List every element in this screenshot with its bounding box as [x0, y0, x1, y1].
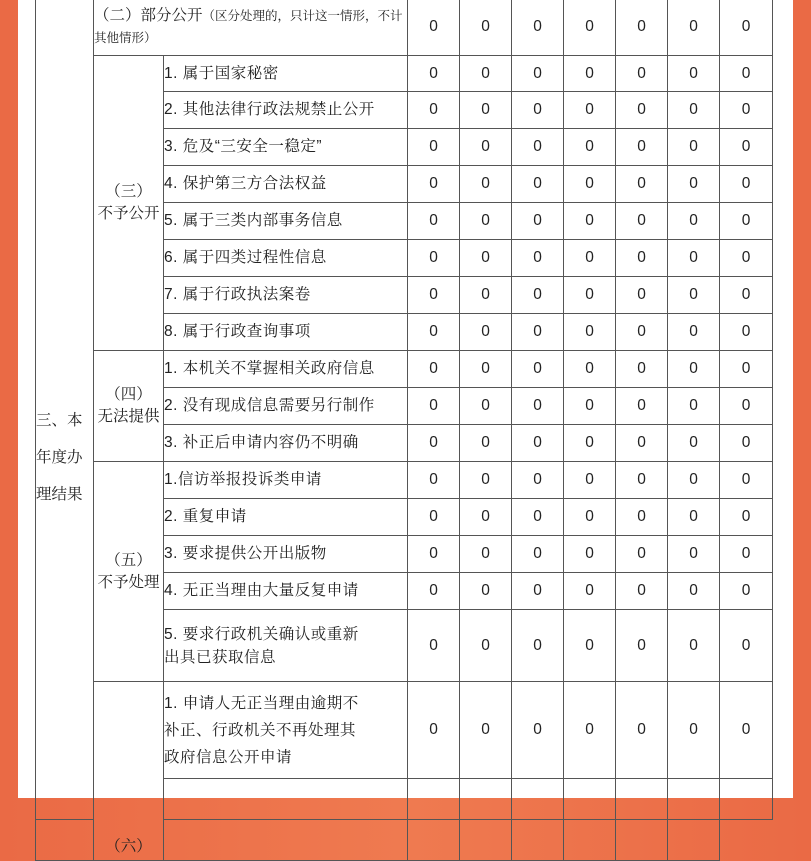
- item-label: 6. 属于四类过程性信息: [164, 249, 327, 266]
- value-cell: 0: [668, 682, 720, 779]
- value-cell: 0: [512, 499, 564, 536]
- value-cell: 0: [512, 610, 564, 682]
- item-label-cell: [164, 462, 408, 499]
- value-cell: 0: [460, 314, 512, 351]
- value-cell: 0: [460, 240, 512, 277]
- value-cell: 0: [408, 351, 460, 388]
- item-label-cell: [164, 682, 408, 779]
- value-cell: 0: [408, 92, 460, 129]
- value-cell: 0: [720, 56, 773, 92]
- value-cell: 0: [460, 129, 512, 166]
- value-cell: [668, 820, 720, 861]
- item-label: 2. 其他法律行政法规禁止公开: [164, 101, 375, 118]
- value-cell: 0: [512, 425, 564, 462]
- value-cell: 0: [512, 129, 564, 166]
- value-cell: 0: [408, 277, 460, 314]
- item-label-cell: [164, 536, 408, 573]
- category-label: （五）: [105, 551, 152, 569]
- value-cell: 0: [720, 277, 773, 314]
- main-category-line: 三、本: [36, 411, 83, 429]
- category-cell: [94, 462, 164, 682]
- item-label-cell: [164, 610, 408, 682]
- value-cell: 0: [720, 314, 773, 351]
- value-cell: 0: [668, 462, 720, 499]
- value-cell: 0: [616, 129, 668, 166]
- value-cell: 0: [408, 166, 460, 203]
- left-margin: [0, 0, 18, 798]
- item-label-cell: [164, 277, 408, 314]
- value-cell: 0: [564, 56, 616, 92]
- item-label-cell: [164, 166, 408, 203]
- value-cell: 0: [720, 203, 773, 240]
- item-label: 3. 补正后申请内容仍不明确: [164, 434, 359, 451]
- value-cell: 0: [564, 166, 616, 203]
- value-cell: [460, 820, 512, 861]
- value-cell: 0: [564, 203, 616, 240]
- value-cell: [460, 779, 512, 820]
- item-label-cell: [164, 425, 408, 462]
- value-cell: 0: [460, 351, 512, 388]
- item-label: 2. 没有现成信息需要另行制作: [164, 397, 375, 414]
- value-cell: 0: [668, 388, 720, 425]
- value-cell: 0: [564, 388, 616, 425]
- value-cell: 0: [616, 0, 668, 56]
- item-label-cell: [164, 240, 408, 277]
- value-cell: 0: [512, 56, 564, 92]
- item-label: 1. 申请人无正当理由逾期不: [164, 694, 359, 712]
- category-label: （三）: [105, 183, 152, 200]
- value-cell: 0: [668, 351, 720, 388]
- main-category-label: [36, 306, 93, 513]
- item-label: 出具已获取信息: [164, 648, 277, 666]
- value-cell: [564, 820, 616, 861]
- value-cell: 0: [720, 462, 773, 499]
- table-row: [36, 351, 773, 388]
- partial-open-label: （二）部分公开: [94, 7, 203, 24]
- value-cell: 0: [460, 166, 512, 203]
- partial-open-note: （区分处理的，只计这一情形，不计其他情形）: [94, 9, 403, 45]
- item-label: 政府信息公开申请: [164, 748, 293, 766]
- value-cell: 0: [460, 388, 512, 425]
- value-cell: [564, 779, 616, 820]
- value-cell: 0: [720, 610, 773, 682]
- value-cell: 0: [408, 0, 460, 56]
- value-cell: 0: [512, 0, 564, 56]
- value-cell: 0: [512, 277, 564, 314]
- value-cell: 0: [668, 240, 720, 277]
- item-label: 补正、行政机关不再处理其: [164, 721, 357, 739]
- value-cell: 0: [408, 536, 460, 573]
- value-cell: 0: [668, 166, 720, 203]
- value-cell: 0: [512, 240, 564, 277]
- item-label-cell: [164, 314, 408, 351]
- value-cell: 0: [408, 314, 460, 351]
- value-cell: 0: [512, 92, 564, 129]
- table-row: [36, 682, 773, 779]
- value-cell: 0: [564, 499, 616, 536]
- value-cell: [668, 779, 720, 820]
- value-cell: 0: [668, 277, 720, 314]
- value-cell: 0: [460, 277, 512, 314]
- value-cell: 0: [408, 462, 460, 499]
- category-label: （四）: [105, 386, 152, 403]
- value-cell: 0: [616, 314, 668, 351]
- value-cell: 0: [668, 499, 720, 536]
- value-cell: 0: [460, 203, 512, 240]
- value-cell: 0: [460, 0, 512, 56]
- value-cell: 0: [408, 388, 460, 425]
- item-label: 8. 属于行政查询事项: [164, 323, 311, 340]
- item-label: 4. 保护第三方合法权益: [164, 175, 327, 192]
- item-label-cell: [164, 203, 408, 240]
- value-cell: 0: [668, 203, 720, 240]
- value-cell: 0: [720, 0, 773, 56]
- value-cell: 0: [512, 682, 564, 779]
- value-cell: 0: [668, 536, 720, 573]
- item-label: 3. 要求提供公开出版物: [164, 545, 327, 562]
- value-cell: 0: [668, 314, 720, 351]
- item-label-cell: [164, 779, 408, 820]
- value-cell: 0: [564, 425, 616, 462]
- value-cell: 0: [408, 240, 460, 277]
- value-cell: 0: [720, 166, 773, 203]
- value-cell: 0: [408, 129, 460, 166]
- item-label: 7. 属于行政执法案卷: [164, 286, 311, 303]
- value-cell: 0: [564, 462, 616, 499]
- item-label: 1. 本机关不掌握相关政府信息: [164, 360, 375, 377]
- value-cell: 0: [564, 314, 616, 351]
- value-cell: [616, 820, 668, 861]
- value-cell: 0: [564, 573, 616, 610]
- value-cell: 0: [616, 573, 668, 610]
- value-cell: 0: [512, 388, 564, 425]
- value-cell: 0: [408, 56, 460, 92]
- value-cell: 0: [668, 129, 720, 166]
- value-cell: 0: [460, 682, 512, 779]
- value-cell: 0: [720, 573, 773, 610]
- value-cell: 0: [616, 462, 668, 499]
- item-label-cell: [164, 92, 408, 129]
- item-label: 1.信访举报投诉类申请: [164, 471, 322, 488]
- value-cell: 0: [616, 351, 668, 388]
- value-cell: 0: [564, 682, 616, 779]
- value-cell: 0: [460, 610, 512, 682]
- value-cell: 0: [408, 610, 460, 682]
- table-row: [36, 56, 773, 92]
- category-label: 无法提供: [97, 408, 160, 425]
- value-cell: 0: [460, 499, 512, 536]
- value-cell: 0: [668, 573, 720, 610]
- value-cell: 0: [720, 536, 773, 573]
- value-cell: 0: [720, 388, 773, 425]
- value-cell: 0: [512, 166, 564, 203]
- value-cell: 0: [720, 682, 773, 779]
- item-label: 3. 危及“三安全一稳定”: [164, 138, 323, 155]
- value-cell: 0: [720, 425, 773, 462]
- results-table: [35, 0, 773, 861]
- value-cell: 0: [668, 0, 720, 56]
- value-cell: 0: [616, 240, 668, 277]
- value-cell: 0: [720, 129, 773, 166]
- value-cell: 0: [460, 573, 512, 610]
- row-partial-open: [36, 0, 773, 56]
- document-sheet: [18, 0, 793, 855]
- item-label-cell: [164, 56, 408, 92]
- value-cell: 0: [512, 203, 564, 240]
- value-cell: 0: [564, 351, 616, 388]
- value-cell: 0: [668, 610, 720, 682]
- value-cell: 0: [512, 351, 564, 388]
- category-cell: [94, 351, 164, 462]
- value-cell: 0: [408, 203, 460, 240]
- category-label: 不予公开: [97, 205, 160, 222]
- item-label: 5. 要求行政机关确认或重新: [164, 625, 359, 643]
- value-cell: 0: [616, 277, 668, 314]
- value-cell: 0: [616, 388, 668, 425]
- item-label-cell: [36, 820, 94, 861]
- value-cell: 0: [616, 92, 668, 129]
- main-category-line: 年度办: [36, 448, 83, 466]
- category-cell: [94, 682, 164, 861]
- item-label: 4. 无正当理由大量反复申请: [164, 582, 359, 599]
- main-category-line: 理结果: [36, 485, 83, 503]
- value-cell: 0: [408, 682, 460, 779]
- value-cell: 0: [668, 425, 720, 462]
- table-row: [36, 462, 773, 499]
- value-cell: 0: [564, 240, 616, 277]
- item-label: 1. 属于国家秘密: [164, 64, 279, 82]
- value-cell: 0: [616, 499, 668, 536]
- value-cell: 0: [668, 92, 720, 129]
- item-label: 5. 属于三类内部事务信息: [164, 212, 343, 229]
- value-cell: [720, 779, 773, 820]
- value-cell: 0: [616, 682, 668, 779]
- value-cell: 0: [720, 92, 773, 129]
- item-label-cell: [164, 573, 408, 610]
- value-cell: [512, 779, 564, 820]
- item-label-cell: [164, 388, 408, 425]
- value-cell: 0: [460, 462, 512, 499]
- value-cell: 0: [512, 314, 564, 351]
- item-label: 2. 重复申请: [164, 508, 247, 525]
- value-cell: 0: [460, 536, 512, 573]
- item-label-cell: [164, 351, 408, 388]
- value-cell: 0: [564, 610, 616, 682]
- value-cell: 0: [616, 56, 668, 92]
- value-cell: 0: [512, 462, 564, 499]
- value-cell: 0: [564, 277, 616, 314]
- value-cell: 0: [460, 56, 512, 92]
- category-label: （六）: [105, 838, 152, 855]
- value-cell: 0: [668, 56, 720, 92]
- value-cell: 0: [512, 536, 564, 573]
- value-cell: 0: [720, 240, 773, 277]
- category-label: 不予处理: [97, 573, 160, 591]
- main-category-cell: [36, 0, 94, 820]
- value-cell: 0: [616, 425, 668, 462]
- value-cell: 0: [616, 203, 668, 240]
- value-cell: 0: [720, 499, 773, 536]
- value-cell: [164, 820, 408, 861]
- value-cell: 0: [408, 573, 460, 610]
- value-cell: 0: [408, 499, 460, 536]
- value-cell: [408, 779, 460, 820]
- value-cell: 0: [564, 0, 616, 56]
- item-label-cell: [164, 129, 408, 166]
- value-cell: 0: [512, 573, 564, 610]
- value-cell: 0: [564, 92, 616, 129]
- value-cell: 0: [408, 425, 460, 462]
- partial-open-cell: [94, 0, 408, 56]
- value-cell: 0: [616, 610, 668, 682]
- value-cell: 0: [460, 425, 512, 462]
- value-cell: 0: [564, 129, 616, 166]
- value-cell: [616, 779, 668, 820]
- value-cell: 0: [616, 166, 668, 203]
- value-cell: 0: [564, 536, 616, 573]
- value-cell: [408, 820, 460, 861]
- value-cell: 0: [460, 92, 512, 129]
- item-label-cell: [164, 499, 408, 536]
- value-cell: 0: [720, 351, 773, 388]
- category-cell: [94, 56, 164, 351]
- value-cell: [512, 820, 564, 861]
- value-cell: 0: [616, 536, 668, 573]
